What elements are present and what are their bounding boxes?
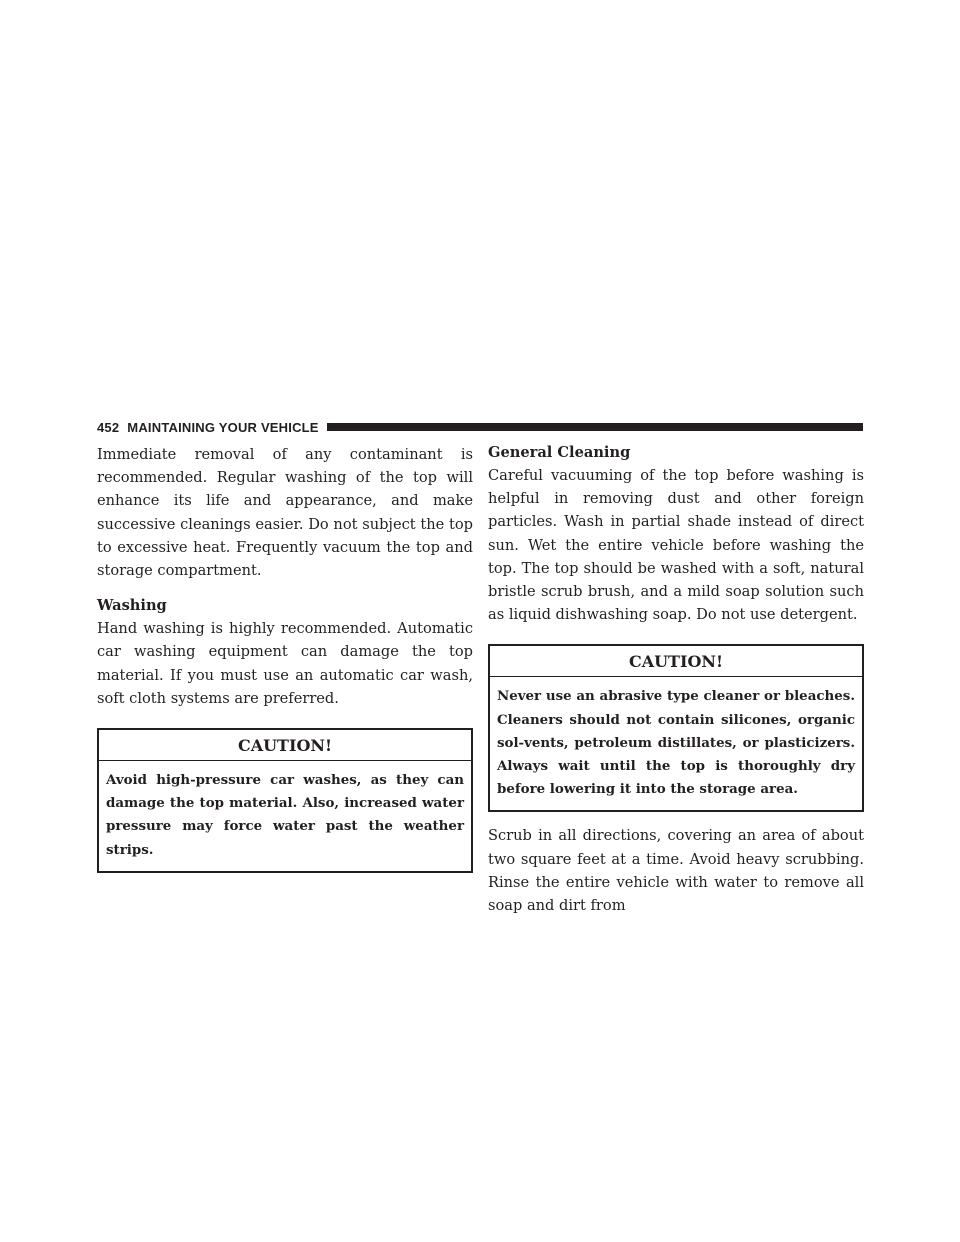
section-title: MAINTAINING YOUR VEHICLE xyxy=(127,419,319,435)
washing-heading: Washing xyxy=(97,597,167,615)
general-cleaning-paragraph: Careful vacuuming of the top before washing is helpful in removing dust and other foreign particles. Wash in partial shade instead of direct sun. Wet the entire vehicle before washing the top. The top should be washed with a soft, natural bristle scrub brush, and a mild soap solution such as liquid dishwashing soap. Do not use detergent. xyxy=(488,467,864,624)
caution-text: Never use an abrasive type cleaner or bleaches. Cleaners should not contain silicones, organic sol-vents, petroleum distillates, or plasticizers. Always wait until the top is thoroughly dry before lowering it into the storage area. xyxy=(497,688,855,798)
caution-text: Avoid high-pressure car washes, as they can damage the top material. Also, increased water pressure may force water past the weather strips. xyxy=(106,772,464,858)
caution-title: CAUTION! xyxy=(490,646,862,677)
intro-paragraph: Immediate removal of any contaminant is recommended. Regular washing of the top will enhance its life and appearance, and make successive cleanings easier. Do not subject the top to excessive heat. Frequently vacuum the top and storage compartment. xyxy=(97,446,473,580)
washing-paragraph: Hand washing is highly recommended. Automatic car washing equipment can damage the top material. If you must use an automatic car wash, soft cloth systems are preferred. xyxy=(97,620,473,707)
page-number: 452 xyxy=(97,419,120,435)
caution-box-washing xyxy=(97,728,473,873)
left-column xyxy=(97,443,473,873)
scrub-paragraph: Scrub in all directions, covering an area of about two square feet at a time. Avoid heavy scrubbing. Rinse the entire vehicle with water to remove all soap and dirt from xyxy=(488,827,864,915)
caution-title: CAUTION! xyxy=(99,730,471,761)
header-rule xyxy=(327,423,863,431)
general-cleaning-heading: General Cleaning xyxy=(488,444,631,461)
caution-box-cleaning xyxy=(488,644,864,812)
right-column xyxy=(488,441,864,917)
page-header xyxy=(97,416,863,438)
